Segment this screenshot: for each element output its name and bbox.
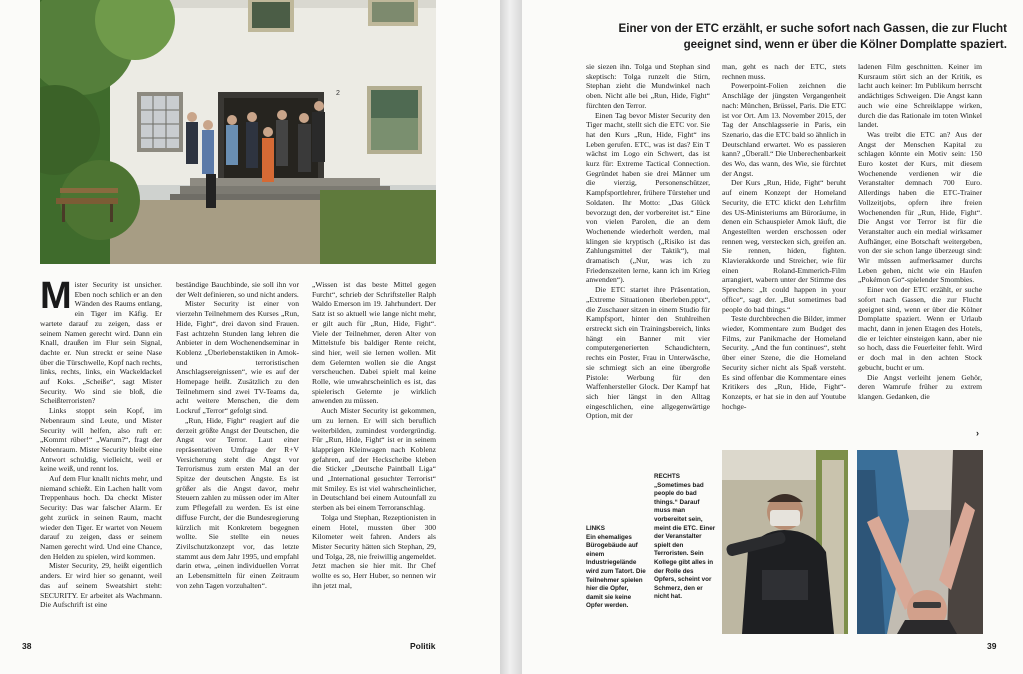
paragraph: Tolga und Stephan, Rezeptionisten in einem Hotel, mussten über 300 Kilometer weit fahren. Anders als Mister Security hätten sich Stephan, 29, und Tolga, 28, nie freiwillig angemeldet. Jetzt machen sie hier mit. Ihr Chef wollte es so, Herr Huber, so nennen wir ihn jetzt mal, bbox=[312, 512, 436, 590]
caption-label: LINKS bbox=[586, 525, 605, 532]
body-column-1 bbox=[40, 280, 162, 635]
paragraph: Was treibt die ETC an? Aus der Angst der Menschen Kapital zu schlagen könnte ein Motiv sein: 150 Euro kostet der Kurs, mit diesem Wochenende verdienen wir die Veranstalter demnach 700 Euro. Allerdings haben die ETC-Trainer Vollzeitjobs, opfern ihre freien Wochenenden für „Run, Hide, Fight“. Die Angst vor Terror ist für die Veranstalter auch ein medial wirksamer Aufhänger, eine Botschaft weitergeben, von der sie schon lange überzeugt sind: Wir müssen aufmerksamer durchs Leben gehen, nicht wie ein Haufen „Pokémon Go“-spielender Smombies. bbox=[858, 129, 982, 285]
caption-label: RECHTS bbox=[654, 473, 680, 480]
right-page bbox=[522, 0, 1023, 674]
paragraph: Einer von der ETC erzählt, er suche sofort nach Gassen, die zur Flucht geeignet sind, wenn er über die Kölner Domplatte spaziert. Wenn er Urlaub macht, dann in jenen Etagen des Hotels, die er leichter einsteigen kann, aber nie so hoch, dass die Feuerleiter fehlt. Wird er doch mal in den achten Stock gebucht, bucht er um. bbox=[858, 285, 982, 372]
paragraph: ladenen Film geschnitten. Keiner im Kursraum stört sich an der Kritik, es lacht auch keiner: Im Publikum herrscht andächtiges Schweigen. Die Angst kann auch wie eine Schreiklappe wirken, durch die das Rationale im toten Winkel landet. bbox=[858, 62, 982, 130]
paragraph: Mister Security, 29, heißt eigentlich anders. Er wird hier so genannt, weil das auf seinem Sweatshirt steht: SECURITY. Er arbeitet als Wachmann. Die Aufschrift ist eine bbox=[40, 561, 162, 610]
body-column-3 bbox=[858, 62, 982, 437]
paragraph: Die ETC startet ihre Präsentation, „Extreme Situationen überleben.pptx“, die Zuschauer sitzen in einem Studio für Kampfsport, hinter den Stuhlreihen erstreckt sich ein Trainingsbereich, links hängt ein Banner mit vier computergenerierten Schaudichtern, rechts ein Poster, Frau in Unterwäsche, sie schmiegt sich an eine übergroße Pistole: Werbung für den Waffenhersteller Glock. Der Kampf hat sich hier längst in den Alltag eingeschlichen, eine allgegenwärtige Option, mit der bbox=[586, 285, 710, 421]
section-label: Politik bbox=[410, 641, 436, 651]
paragraph: „Run, Hide, Fight“ reagiert auf die derzeit größte Angst der Deutschen, die Angst vor Terror. Laut einer repräsentativen Umfrage der R+V Versicherung steht die Angst vor Terrorismus zum ersten Mal an der Spitze der deutschen Ängste. Es ist größer als die Angst davor, mehr Steuern zahlen zu müssen oder im Alter zum Pflegefall zu werden. Es ist eine diffuse Furcht, der die Bundesregierung kürzlich mit Konkretem begegnen wollte. Sie stellte ein neues Zivilschutzkonzept vor, das letzte stammt aus dem Jahr 1995, und empfahl darin etwa, „einen individuellen Vorrat an Lebensmitteln für einen Zeitraum von zehn Tagen vorzuhalten“. bbox=[176, 415, 299, 590]
body-column-3 bbox=[312, 280, 436, 635]
victim-photo bbox=[857, 450, 983, 634]
paragraph: Powerpoint-Folien zeichnen die Anschläge der jüngsten Vergangenheit nach: München, Brüssel, Paris. Die ETC ist vor Ort. Am 13. November 2015, der Tag der Anschlagsserie in Paris, ein Szenario, das die ETC bald so ähnlich in Deutschland erwartet. Wo es passieren kann? „Überall.“ Die Unberechenbarkeit des Wo, das wann, des Wie, sie fürchtet der Angst. bbox=[722, 81, 846, 178]
svg-text:2: 2 bbox=[336, 90, 340, 97]
paragraph: Auf dem Flur knallt nichts mehr, und niemand schießt. Ein Lachen hallt vom Treppenhaus hoch. Da checkt Mister Security: Das war falscher Alarm. Er geht zurück in seinen Raum, macht wieder den Tiger. Er wartet von Neuem darauf zu zeigen, dass er seinem Namen gerecht wird. Und eine Chance, den Helden zu spielen, wird kommen. bbox=[40, 474, 162, 561]
paragraph: beständige Bauchbinde, sie soll ihn vor der Welt definieren, so und nicht anders. bbox=[176, 280, 299, 299]
pull-quote: Einer von der ETC erzählt, er suche sofort nach Gassen, die zur Flucht geeignet sind, wenn er über die Kölner Domplatte spaziert. bbox=[618, 22, 1007, 51]
left-page bbox=[0, 0, 500, 674]
paragraph: Mister Security ist einer von vierzehn Teilnehmern des Kurses „Run, Hide, Fight“, drei davon sind Frauen. Fast achtzehn Stunden lang lehren die Anbieter in dem Wochenendseminar in Koblenz „Überlebenstaktiken in Amok- und terroristischen Anschlagsereignissen“, wie es auf der Homepage heißt. Zusätzlich zu den Teilnehmern sind zwei TV-Teams da, acht weitere Menschen, die dem Lockruf „Terror“ gefolgt sind. bbox=[176, 299, 299, 416]
caption-rechts bbox=[654, 473, 716, 602]
paragraph: Mister Security ist unsicher. Eben noch schlich er an den Wänden des Raums entlang, ein Tiger im Käfig. Er wartete darauf zu zeigen, dass er seinem Namen gerecht wird. Dann ein Knall, draußen im Flur sein Signal, dachte er. Nun streckt er seine Nase über die Türschwelle, Kopf nach rechts, links, rechts, links, ein Wackeldackel auf Koks. „Scheiße“, sagt Mister Security. Wo sind sie bloß, die Scheißterroristen? bbox=[40, 280, 162, 406]
page-number-right: 39 bbox=[987, 641, 997, 651]
caption-text: Ein ehemaliges Bürogebäude auf einem Industriegelände wird zum Tatort. Die Teilnehmer spielen hier die Opfer, damit sie keine Opfer werden. bbox=[586, 533, 646, 610]
body-column-2 bbox=[176, 280, 299, 635]
building-photo bbox=[40, 0, 436, 264]
paragraph: Der Kurs „Run, Hide, Fight“ beruht auf einem Konzept der Homeland Security, die ETC klickt den Lehrfilm des US-Ministeriums am Büroräume, in denen ein Schauspieler Amok läuft, die Angestellten werden erschossen oder rennen weg, verstecken sich, greifen an. Sie rennen, hiden, fighten. Klavierakkorde und Streicher, wie für einen Roland-Emmerich-Film arrangiert, wabern unter der Stimme des Sprechers: „It could happen in your office“, sagt der. „But sometimes bad people do bad things.“ bbox=[722, 178, 846, 314]
drop-cap: M bbox=[40, 280, 72, 317]
page-number-left: 38 bbox=[22, 641, 32, 651]
paragraph: Die Angst verleiht jenem Gehör, deren Wamrufe früher zu extrem klangen. Gedanken, die bbox=[858, 372, 982, 401]
caption-text: „Sometimes bad people do bad things.“ Darauf muss man vorbereitet sein, meint die ETC. Einer der Veranstalter spielt den Terroristen. Sein Kollege gibt alles in der Rolle des Opfers, scheint vor Schmerz, den er nicht hat. bbox=[654, 481, 716, 601]
paragraph: man, geht es nach der ETC, stets rechnen muss. bbox=[722, 62, 846, 81]
paragraph: Einen Tag bevor Mister Security den Tiger macht, stellt sich die ETC vor. Sie hat den Kurs „Run, Hide, Fight“ ins Leben gerufen. ETC, was ist das? Ein T wächst im Logo ein Schwert, das ist kurz für: Extreme Tactical Connection. Gegründet haben sie drei Männer um die vierzig, Personenschützer, Kampfsportlehrer, frühere Türsteher und Soldaten. Ihr Motto: „Das Glück bevorzugt den, der vorbereitet ist.“ Eine von vielen Parolen, die an dem Wochenende wiederholt werden, mal klingen sie kryptisch („Risiko ist das Zahlungsmittel der Taktik“), mal dramatisch („Nur, was ich zu Friedenszeiten lerne, kann ich im Krieg anwenden“). bbox=[586, 110, 710, 285]
masked-terrorist-photo bbox=[722, 450, 848, 634]
body-column-1 bbox=[586, 62, 710, 442]
paragraph: Links stoppt sein Kopf, im Nebenraum sind Leute, und Mister Security will helfen, also ruft er: „Kommt rüber!“ „Warum?“, fragt der Nebenraum. Mister Security bleibt eine Antwort schuldig, vielleicht, weil er keine weiß, und rennt los. bbox=[40, 406, 162, 474]
paragraph: Auch Mister Security ist gekommen, um zu lernen. Er will sich beruflich weiterbilden, zumindest vordergründig. Für „Run, Hide, Fight“ ist er in seinem klapprigen Kleinwagen nach Koblenz gefahren, auf der Heckscheibe kleben die Sticker „Deutsche Paintball Liga“ und „International gesuchter Terrorist“ mit Smiley. Es ist viel wahrscheinlicher, in Deutschland bei einem Autounfall zu sterben als bei einem Terroranschlag. bbox=[312, 406, 436, 513]
spine-gutter bbox=[500, 0, 522, 674]
paragraph: sie siezen ihn. Tolga und Stephan sind skeptisch: Tolga runzelt die Stirn, Stephan zieht die Mundwinkel nach oben. Nicht alle bei „Run, Hide, Fight“ fürchten den Terror. bbox=[586, 62, 710, 110]
continue-arrow-icon: › bbox=[976, 428, 979, 438]
paragraph: Teste durchbrechen die Bilder, immer wieder, Kommentare zum Budget des Films, zur Panikmache der Homeland Security. „And the fun continues“, steht über einer Szene, die die Homeland Security sicher nicht als Spaß versteht. Es sind offenbar die Kommentare eines Kritikers des „Run, Hide, Fight“-Konzepts, er hat sie in den auf Youtube hochge- bbox=[722, 314, 846, 411]
caption-links bbox=[586, 525, 646, 611]
body-column-2 bbox=[722, 62, 846, 442]
paragraph: „Wissen ist das beste Mittel gegen Furcht“, schrieb der Schriftsteller Ralph Waldo Emerson im 19. Jahrhundert. Der Satz ist so aktuell wie lange nicht mehr, er gilt auch für „Run, Hide, Fight“. Viele der Teilnehmer, deren Alter von Mittelstufe bis baldiger Rente reicht, sind hier, weil sie lernen wollen. Mit dem Gelernten wollen sie die Angst verscheuchen. Dabei spielt mal keine Rolle, wie unwahrscheinlich es ist, das spielerisch Gelernte je wirklich anwenden zu müssen. bbox=[312, 280, 436, 406]
